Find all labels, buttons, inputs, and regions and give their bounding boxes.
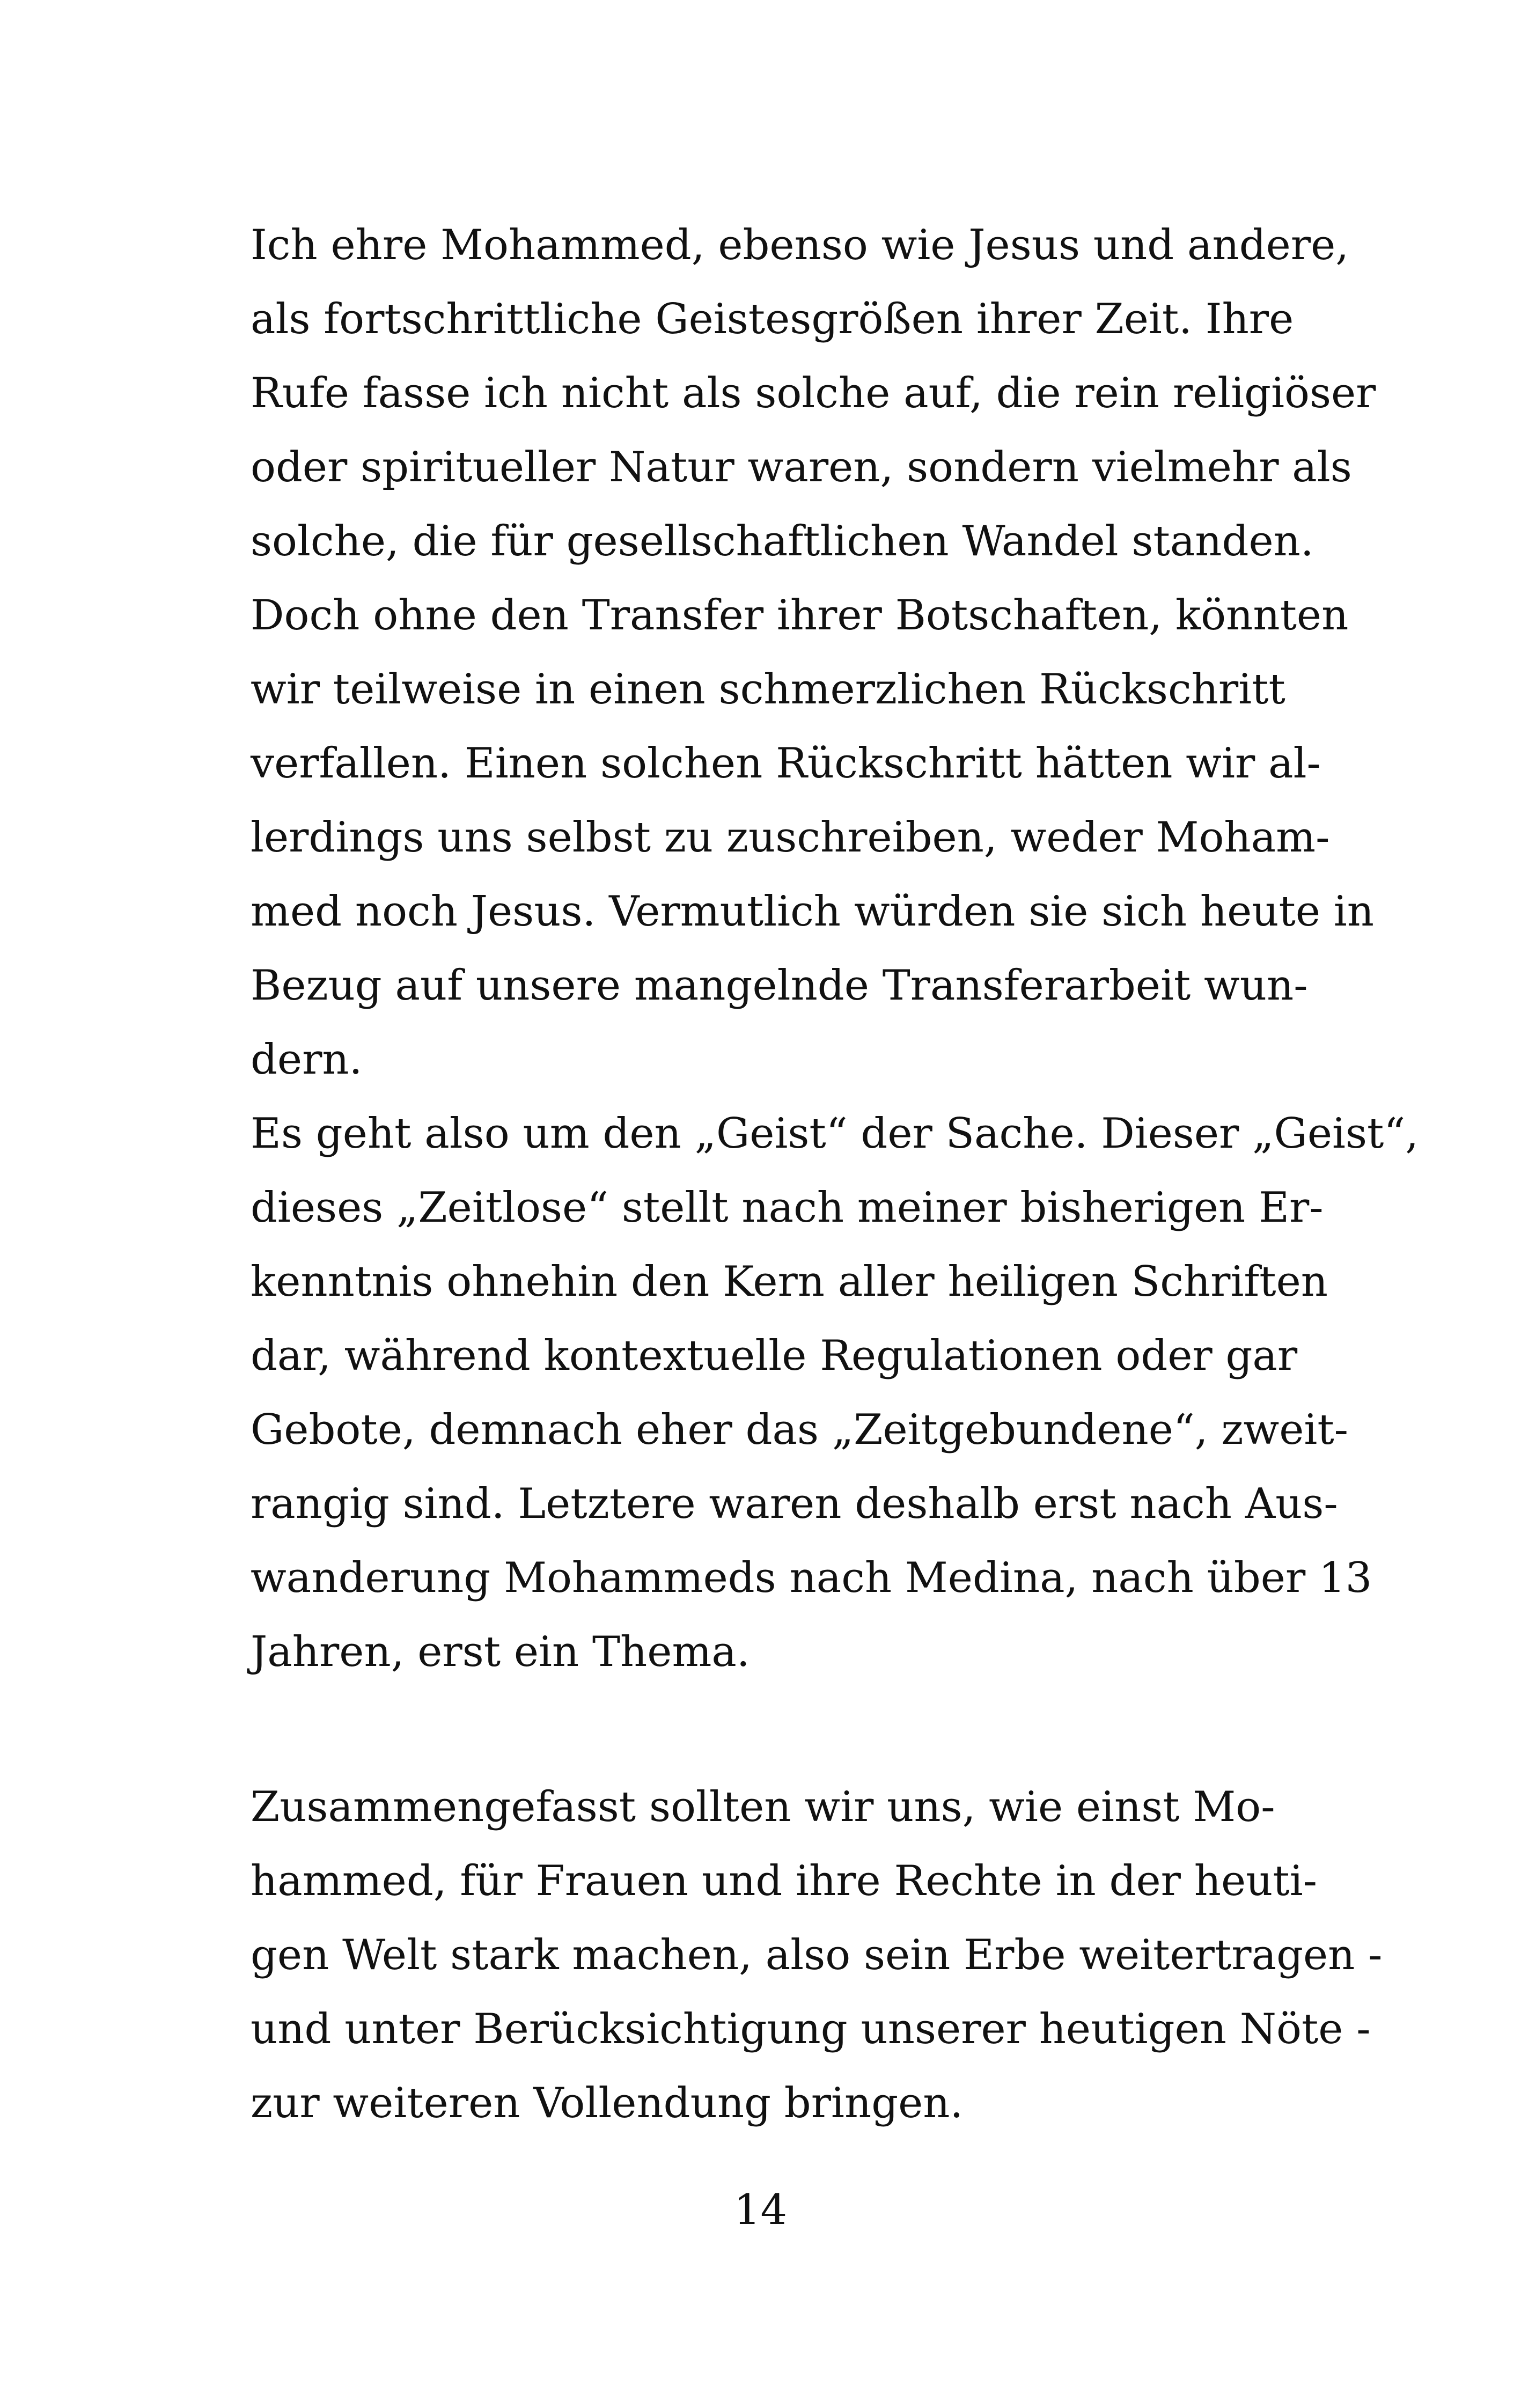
text-line: gen Welt stark machen, also sein Erbe weitertragen - bbox=[251, 1931, 1383, 1979]
text-line: dern. bbox=[251, 1036, 363, 1084]
text-line: oder spiritueller Natur waren, sondern vielmehr als bbox=[251, 443, 1352, 491]
text-line: Bezug auf unsere mangelnde Transferarbeit wun- bbox=[251, 961, 1308, 1010]
text-line: und unter Berücksichtigung unserer heutigen Nöte - bbox=[251, 2005, 1371, 2053]
text-line: dieses „Zeitlose“ stellt nach meiner bisherigen Er- bbox=[251, 1184, 1324, 1232]
text-line: Rufe fasse ich nicht als solche auf, die rein religiöser bbox=[251, 369, 1376, 417]
text-line: zur weiteren Vollendung bringen. bbox=[251, 2079, 964, 2127]
text-line: Zusammengefasst sollten wir uns, wie einst Mo- bbox=[251, 1783, 1275, 1831]
paragraph-1 bbox=[251, 208, 1419, 1689]
text-line: Doch ohne den Transfer ihrer Botschaften, könnten bbox=[251, 591, 1349, 640]
text-line: wanderung Mohammeds nach Medina, nach über 13 bbox=[251, 1554, 1372, 1602]
text-line: Gebote, demnach eher das „Zeitgebundene“, zweit- bbox=[251, 1406, 1349, 1454]
text-line: verfallen. Einen solchen Rückschritt hätten wir al- bbox=[251, 739, 1321, 788]
text-line: hammed, für Frauen und ihre Rechte in der heuti- bbox=[251, 1857, 1318, 1905]
text-line: med noch Jesus. Vermutlich würden sie sich heute in bbox=[251, 887, 1374, 936]
text-line: wir teilweise in einen schmerzlichen Rückschritt bbox=[251, 665, 1285, 714]
text-line: Ich ehre Mohammed, ebenso wie Jesus und andere, bbox=[251, 221, 1349, 269]
text-line: dar, während kontextuelle Regulationen oder gar bbox=[251, 1332, 1298, 1380]
text-line: solche, die für gesellschaftlichen Wandel standen. bbox=[251, 517, 1314, 566]
text-line: Es geht also um den „Geist“ der Sache. Dieser „Geist“, bbox=[251, 1110, 1419, 1158]
paragraph-2 bbox=[251, 1770, 1383, 2140]
text-line: kenntnis ohnehin den Kern aller heiligen Schriften bbox=[251, 1258, 1328, 1306]
text-line: Jahren, erst ein Thema. bbox=[251, 1628, 750, 1676]
text-line: als fortschrittliche Geistesgrößen ihrer Zeit. Ihre bbox=[251, 295, 1294, 343]
text-line: rangig sind. Letztere waren deshalb erst nach Aus- bbox=[251, 1480, 1338, 1528]
text-line: lerdings uns selbst zu zuschreiben, weder Moham- bbox=[251, 813, 1330, 862]
page-number: 14 bbox=[733, 2186, 788, 2234]
